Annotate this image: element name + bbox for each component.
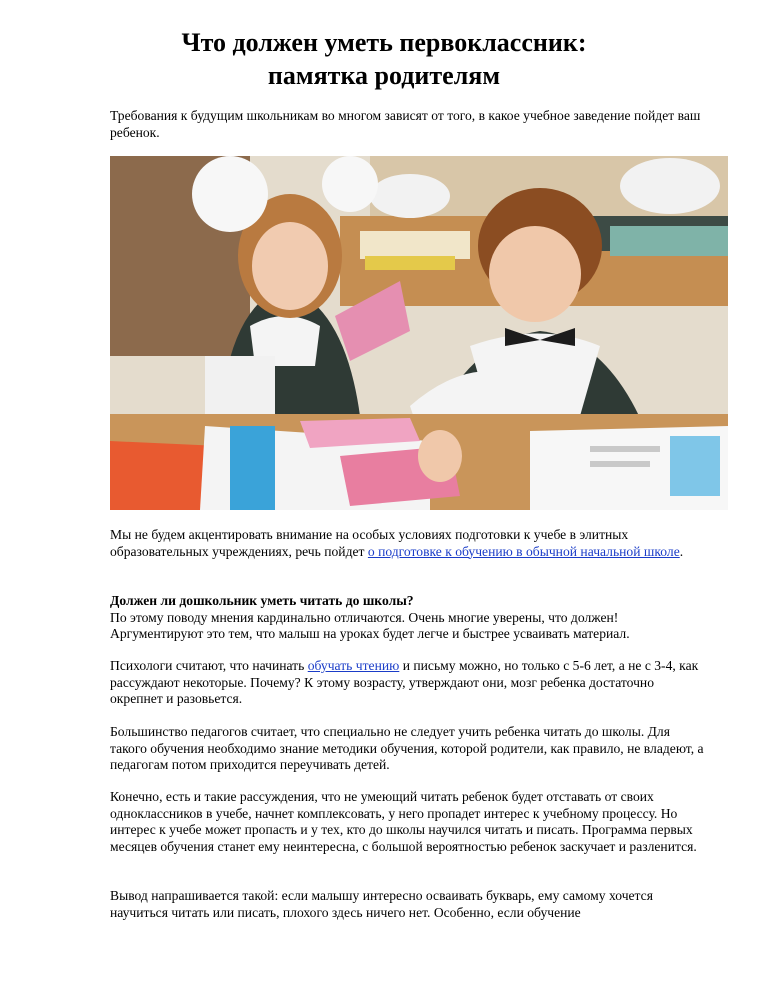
paragraph-4: Большинство педагогов считает, что специально не следует учить ребенка читать до школы. Для такого обучения необходимо знание методики обучения, которой родители, как правило, не владеют, а педагогам потом приходится переучивать детей. [110,724,704,773]
paragraph-1 [110,527,710,560]
title-line-2: памятка родителям [267,61,501,90]
section-heading: Должен ли дошкольник уметь читать до школы? [110,593,414,608]
paragraph-3-after: и письму можно, но только с 5-6 лет, а не с 3-4, как рассуждают некоторые. Почему? К этому возрасту, утверждают они, мозг ребенка достаточно окрепнет и разовьется. [110,658,699,707]
link-teach-reading[interactable]: обучать чтению [307,658,400,673]
paragraph-6: Вывод напрашивается такой: если малышу интересно осваивать букварь, ему самому хочется научиться читать или писать, плохого здесь ничего нет. Особенно, если обучение [110,888,653,920]
paragraph-3 [110,658,710,708]
paragraph-3-before: Психологи считают, что начинать [110,658,308,673]
children-classroom-photo [110,156,728,510]
photo-illustration [110,156,728,510]
paragraph-2-text: По этому поводу мнения кардинально отличаются. Очень многие уверены, что должен! Аргументируют это тем, что малыш на уроках будет легче и быстрее усваивать материал. [110,609,630,642]
title-line-1: Что должен уметь первоклассник: [181,28,587,57]
paragraph-2 [110,593,710,643]
page-title [0,26,768,92]
paragraph-1-end: . [679,543,684,559]
paragraph-1-text: Мы не будем акцентировать внимание на особых условиях подготовки к учебе в элитных образовательных учреждениях, речь пойдет [110,527,629,559]
paragraph-5: Конечно, есть и такие рассуждения, что не умеющий читать ребенок будет отставать от своих одноклассников в учебе, начнет комплексовать, у него пропадет интерес к учебному процессу. Но интерес к учебе может пропасть и у тех, кто до школы научился читать и писать. Программа первых месяцев обучения станет ему неинтересна, с большой вероятностью ребенок заскучает и разленится. [110,789,697,854]
link-preparation[interactable]: о подготовке к обучению в обычной начальной школе [367,543,680,559]
intro-paragraph: Требования к будущим школьникам во многом зависят от того, в какое учебное заведение пойдет ваш ребенок. [110,108,701,140]
